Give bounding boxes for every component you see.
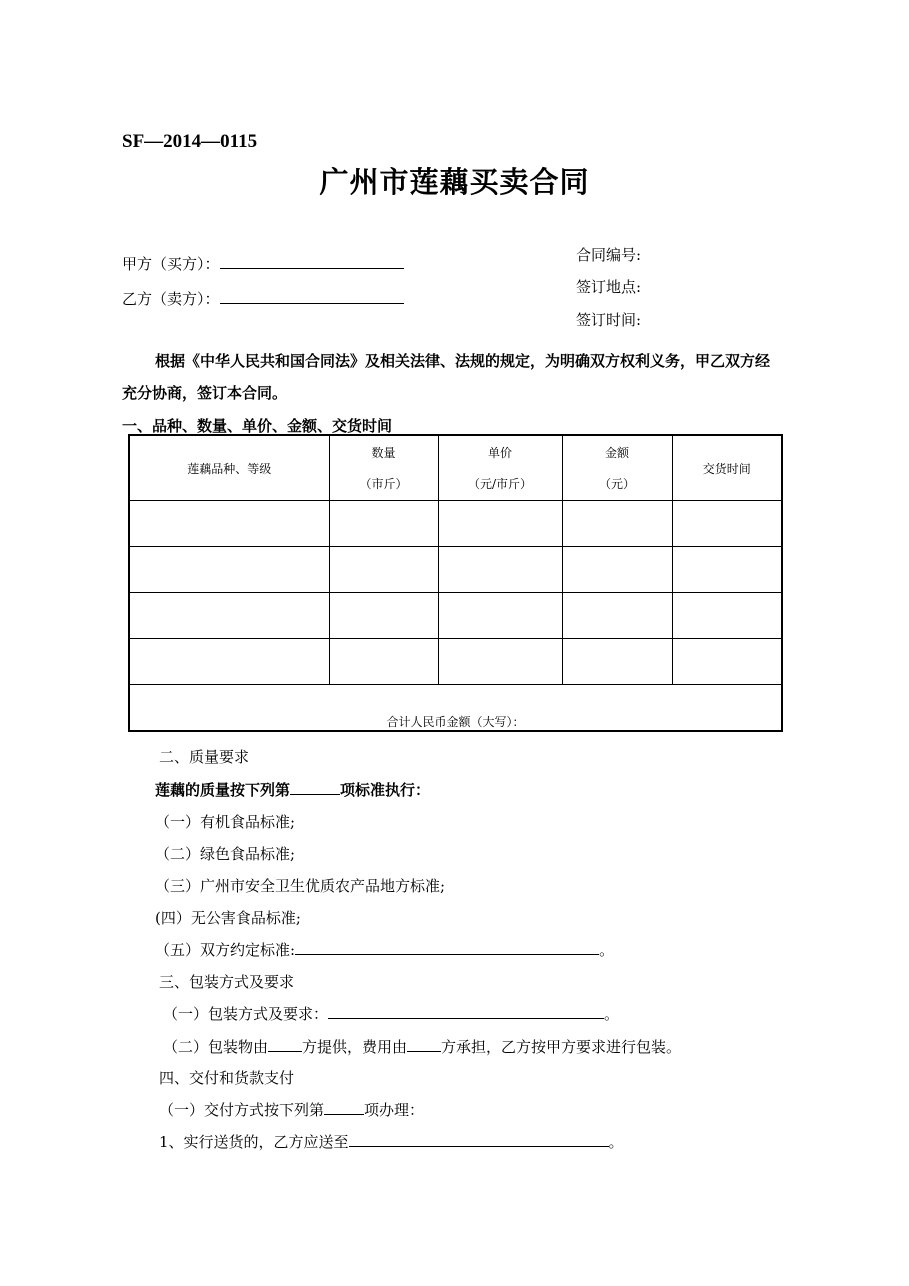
party-b-label: 乙方（卖方）： [122, 290, 220, 308]
table-cell[interactable] [672, 593, 782, 639]
list-item: （一）有机食品标准; [155, 813, 296, 831]
table-cell[interactable] [438, 547, 562, 593]
section4-heading: 四、交付和货款支付 [159, 1069, 295, 1087]
table-header-row [129, 435, 782, 501]
list-item: （二）绿色食品标准; [155, 845, 296, 863]
col-variety-grade: 莲藕品种、等级 [129, 435, 329, 501]
table-cell[interactable] [438, 639, 562, 685]
table-row [129, 639, 782, 685]
table-cell[interactable] [672, 547, 782, 593]
table-cell[interactable] [329, 639, 438, 685]
quality-lead: 莲藕的质量按下列第 项标准执行： [155, 781, 431, 799]
list-item: （三）广州市安全卫生优质农产品地方标准; [155, 877, 446, 895]
party-a-blank[interactable] [220, 254, 404, 269]
table-cell[interactable] [438, 593, 562, 639]
document-code: SF—2014—0115 [122, 131, 258, 152]
table-cell[interactable] [129, 593, 329, 639]
cost-bearer-blank[interactable] [407, 1037, 441, 1052]
table-cell[interactable] [129, 547, 329, 593]
table-cell[interactable] [438, 501, 562, 547]
total-amount-cell[interactable] [129, 685, 782, 732]
goods-table [128, 434, 783, 732]
contract-no-label: 合同编号: [576, 246, 642, 264]
delivery-method-line: （一）交付方式按下列第 项办理： [159, 1101, 425, 1119]
list-item-agreed-standard: （五）双方约定标准: 。 [155, 941, 615, 959]
packaging-method-line: （一）包装方式及要求： 。 [163, 1005, 620, 1023]
section2-heading: 二、质量要求 [159, 748, 250, 766]
delivery-destination-line: 1、实行送货的，乙方应送至 。 [159, 1133, 624, 1151]
col-amount: 金额 （元） [562, 435, 672, 501]
table-cell[interactable] [562, 639, 672, 685]
table-row [129, 501, 782, 547]
sign-place-label: 签订地点: [576, 278, 642, 296]
party-b-blank[interactable] [220, 289, 404, 304]
standard-item-blank[interactable] [290, 780, 340, 795]
table-cell[interactable] [672, 501, 782, 547]
packaging-method-blank[interactable] [328, 1004, 604, 1019]
party-a-label: 甲方（买方）： [122, 255, 220, 273]
section3-heading: 三、包装方式及要求 [159, 973, 295, 991]
sign-time-label: 签订时间: [576, 311, 642, 329]
table-cell[interactable] [329, 547, 438, 593]
col-delivery-time: 交货时间 [672, 435, 782, 501]
table-cell[interactable] [562, 501, 672, 547]
party-b-line [122, 288, 404, 309]
col-quantity: 数量 （市斤） [329, 435, 438, 501]
table-row [129, 547, 782, 593]
table-total-row [129, 685, 782, 732]
delivery-destination-blank[interactable] [349, 1132, 609, 1147]
table-cell[interactable] [129, 639, 329, 685]
table-cell[interactable] [562, 593, 672, 639]
section1-heading: 一、品种、数量、单价、金额、交货时间 [122, 417, 393, 435]
table-cell[interactable] [329, 593, 438, 639]
table-cell[interactable] [129, 501, 329, 547]
party-a-line [122, 253, 404, 274]
total-amount-label: 合计人民币金额（大写）： [386, 715, 525, 729]
list-item: (四）无公害食品标准; [155, 909, 301, 927]
col-unit-price: 单价 （元/市斤） [438, 435, 562, 501]
table-cell[interactable] [672, 639, 782, 685]
table-row [129, 593, 782, 639]
packaging-material-line: （二）包装物由 方提供，费用由 方承担，乙方按甲方要求进行包装。 [163, 1038, 682, 1056]
delivery-item-blank[interactable] [324, 1100, 364, 1115]
material-provider-blank[interactable] [268, 1037, 302, 1052]
table-cell[interactable] [562, 547, 672, 593]
table-cell[interactable] [329, 501, 438, 547]
agreed-standard-blank[interactable] [295, 940, 599, 955]
page-title: 广州市莲藕买卖合同 [319, 165, 590, 199]
intro-paragraph: 根据《中华人民共和国合同法》及相关法律、法规的规定，为明确双方权利义务，甲乙双方经充分协商，签订本合同。 [122, 352, 771, 402]
